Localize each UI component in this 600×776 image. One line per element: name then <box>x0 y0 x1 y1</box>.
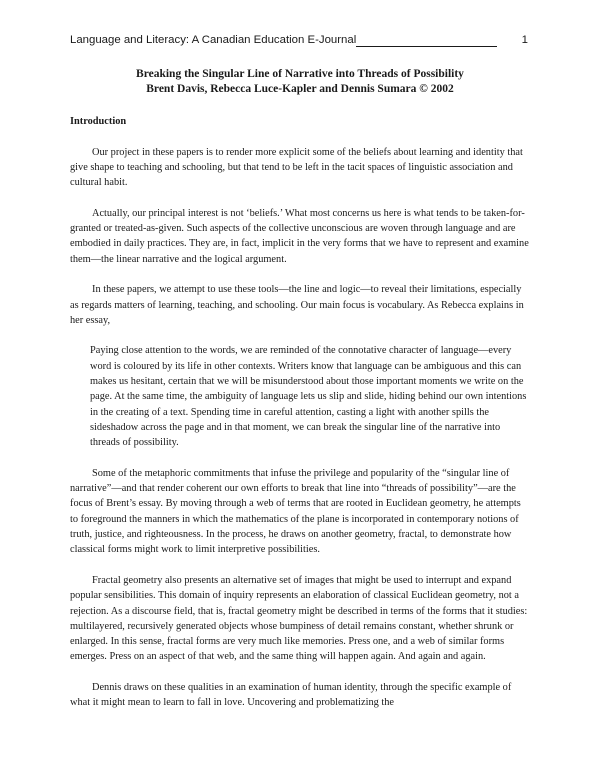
paragraph: Our project in these papers is to render more explicit some of the beliefs about learning and identity that give shape to teaching and schooling, but that tend to be left in the tacit spaces of linguistic association and cultural habit. <box>70 146 523 189</box>
page-number: 1 <box>521 34 528 46</box>
paper-title: Breaking the Singular Line of Narrative into Threads of Possibility <box>136 68 464 80</box>
section-heading: Introduction <box>70 116 127 127</box>
body-text <box>70 114 530 726</box>
running-header <box>70 33 532 47</box>
paragraph: In these papers, we attempt to use these tools—the line and logic—to reveal their limitations, especially as regards matters of learning, teaching, and schooling. Our main focus is vocabulary. As Rebecca explains in her essay, <box>70 284 524 326</box>
paragraph: Fractal geometry also presents an alternative set of images that might be used to interrupt and expand popular sensibilities. This domain of inquiry represents an elaboration of classical Euclidean geometry, not a rejection. As a discourse field, that is, fractal geometry might be described in terms of the forms that it studies: multilayered, recursively generated objects whose bumpiness of detail remains constant, whether shrunk or enlarged. In this sense, fractal forms are very much like memories. Press one, and a web of similar forms emerges. Press on an aspect of that web, and the same thing will happen again. And again and again. <box>70 574 528 663</box>
block-quote: Paying close attention to the words, we are reminded of the connotative character of language—every word is coloured by its life in other contexts. Writers know that language can be ambiguous and this can makes us hesitant, certain that we will be misunderstood about those important moments we write on the page. At the same time, the ambiguity of language lets us slip and slide, hiding behind our own intentions in the creating of a text. Spending time in careful attention, casting a light with another spills the sideshadow across the page and in that moment, we can break the singular line of the narrative into threads of possibility. <box>90 345 527 449</box>
paragraph: Some of the metaphoric commitments that infuse the privilege and popularity of the “singular line of narrative”—and that render coherent our own efforts to break that line into “threads of possibility”—are the focus of Brent’s essay. By moving through a web of terms that are rooted in Euclidean geometry, he attempts to foreground the manners in which the mathematics of the plane is incorporated in contemporary notions of truth, justice, and righteousness. In the process, he draws on another geometry, fractal, to demonstrate how classical forms might work to limit interpretive possibilities. <box>70 467 521 556</box>
journal-title: Language and Literacy: A Canadian Education E-Journal <box>70 34 357 46</box>
title-block <box>70 67 530 97</box>
paper-authors: Brent Davis, Rebecca Luce-Kapler and Dennis Sumara © 2002 <box>146 83 454 95</box>
paragraph: Dennis draws on these qualities in an examination of human identity, through the specific example of what it might mean to learn to fall in love. Uncovering and problematizing the <box>70 681 512 709</box>
paragraph: Actually, our principal interest is not ‘beliefs.’ What most concerns us here is what tends to be taken-for-granted or treated-as-given. Such aspects of the collective unconscious are woven through language and are embodied in daily practices. They are, in fact, implicit in the very forms that we have to represent and examine them—the linear narrative and the logical argument. <box>70 207 529 265</box>
header-rule <box>356 35 497 47</box>
